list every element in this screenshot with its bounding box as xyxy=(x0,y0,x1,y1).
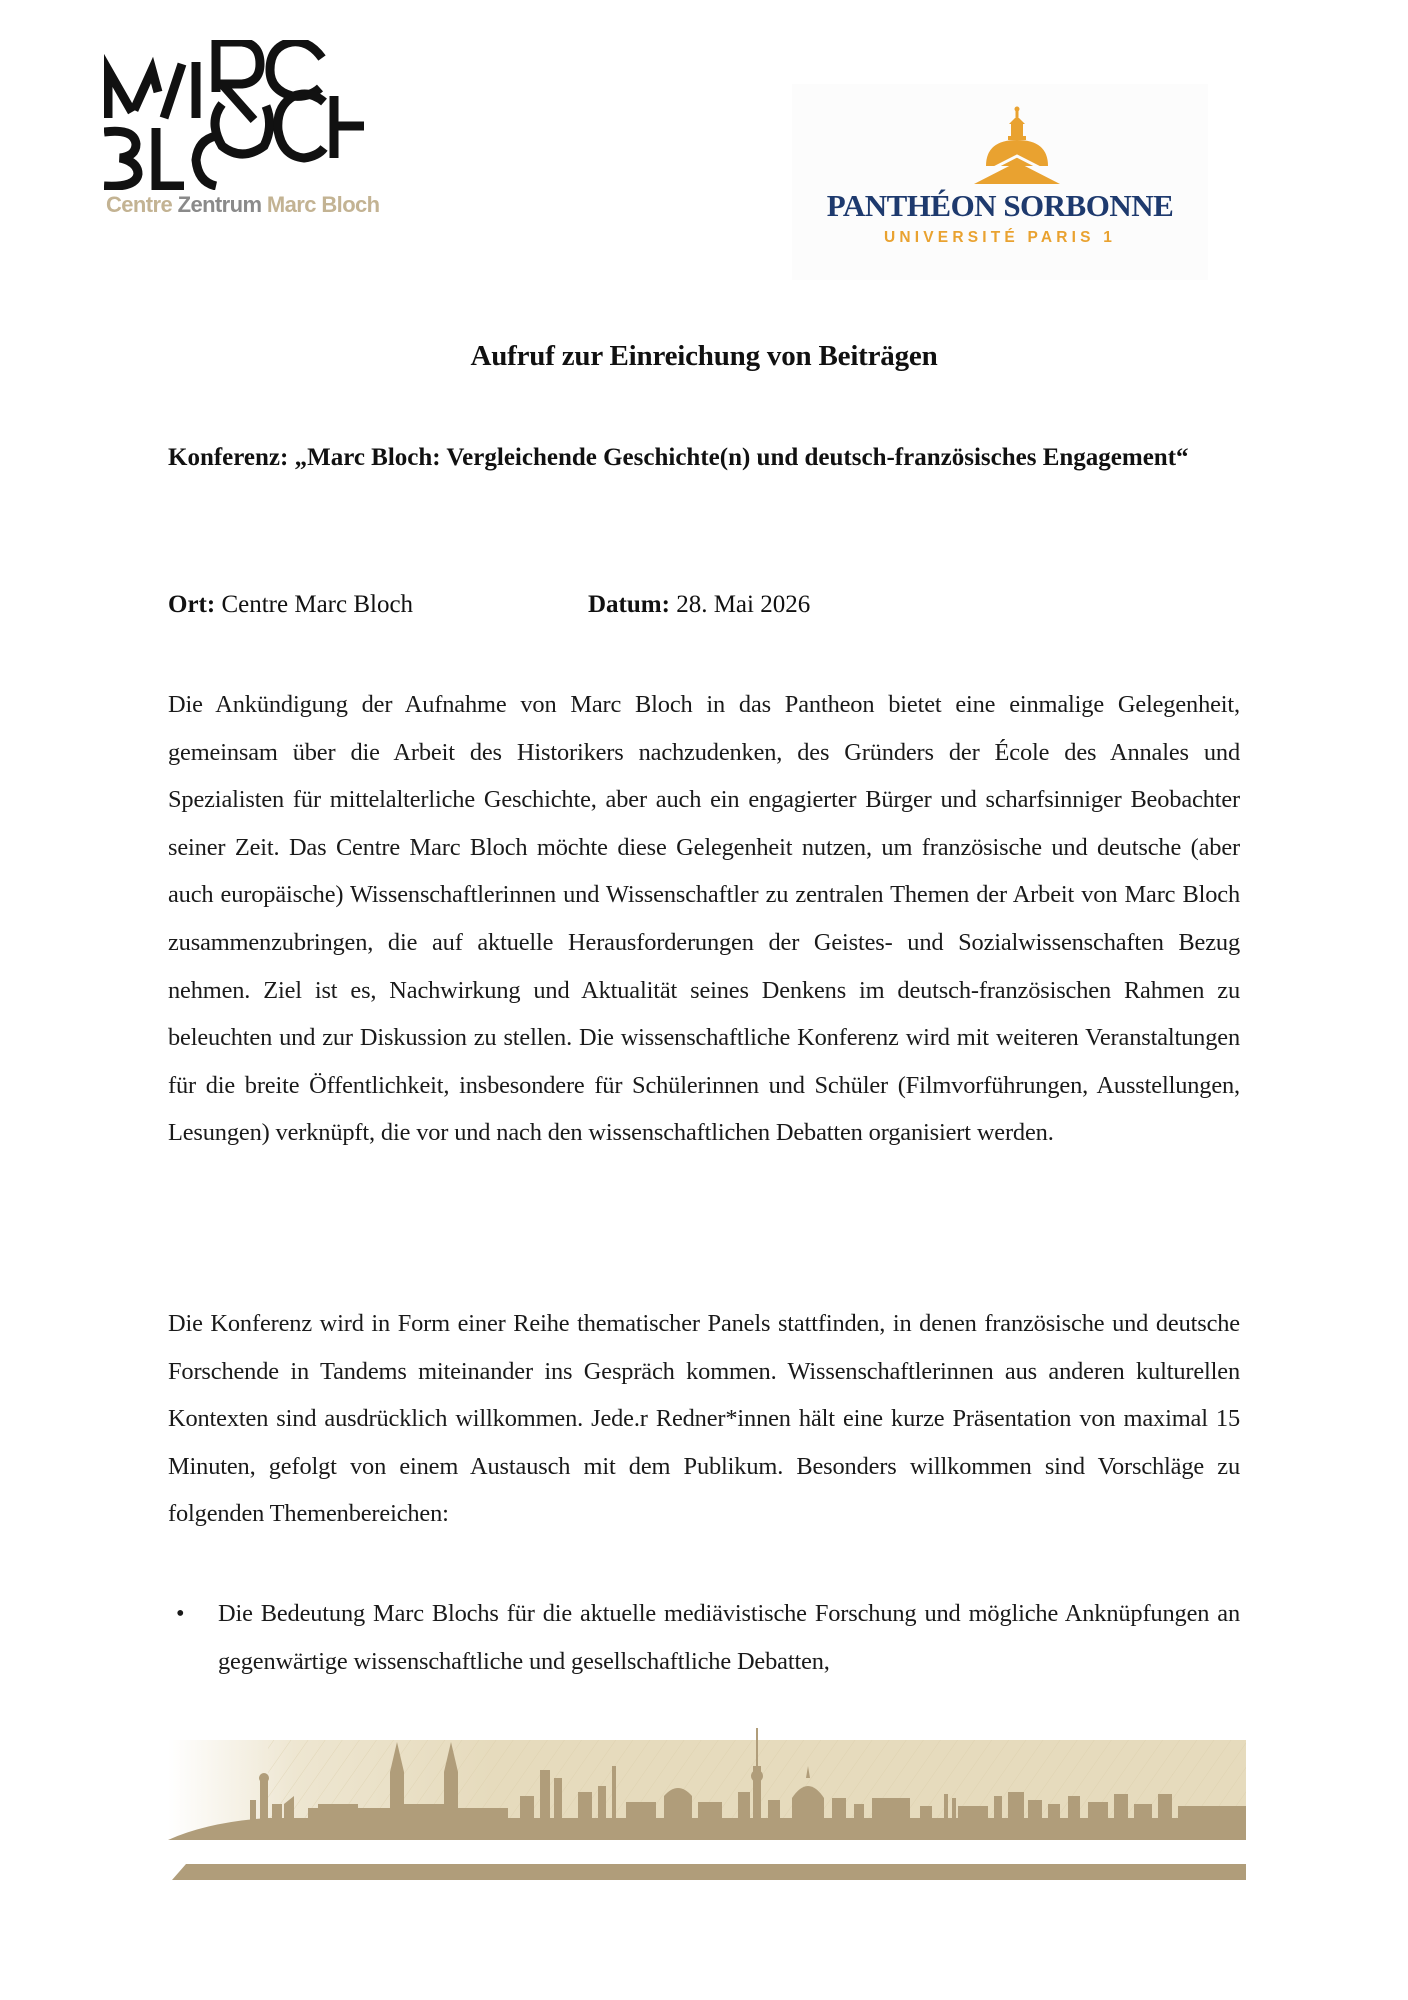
topic-text: Die Bedeutung Marc Blochs für die aktuelle mediävistische Forschung und mögliche Anknüpfungen an gegenwärtige wissenschaftliche und gesellschaftliche Debatten, xyxy=(218,1600,1240,1675)
date-label: Datum: xyxy=(588,591,670,618)
format-paragraph: Die Konferenz wird in Form einer Reihe thematischer Panels stattfinden, in denen französische und deutsche Forschende in Tandems miteinander ins Gespräch kommen. Wissenschaftlerinnen aus anderen kulturellen Kontexten sind ausdrücklich willkommen. Jede.r Redner*innen hält eine kurze Präsentation von maximal 15 Minuten, gefolgt von einem Austausch mit dem Publikum. Besonders willkommen sind Vorschläge zu folgenden Themenbereichen: xyxy=(168,1310,1240,1528)
berlin-skyline-footer-icon xyxy=(168,1720,1248,1910)
pantheon-dome-icon xyxy=(972,106,1062,184)
bullet-icon: • xyxy=(176,1600,185,1627)
event-meta xyxy=(168,585,1240,625)
date xyxy=(588,585,810,625)
marc-bloch-logo-caption xyxy=(106,192,380,218)
pantheon-sorbonne-logo xyxy=(792,84,1208,280)
conference-title: „Marc Bloch: Vergleichende Geschichte(n) und deutsch-französisches Engagement“ xyxy=(294,444,1189,471)
topics-list xyxy=(168,1590,1240,1685)
caption-marc-bloch: Marc Bloch xyxy=(266,192,380,217)
centre-marc-bloch-logo xyxy=(104,40,380,230)
location-value: Centre Marc Bloch xyxy=(221,591,414,618)
caption-zentrum: Zentrum xyxy=(177,192,267,217)
document-title: Aufruf zur Einreichung von Beiträgen xyxy=(470,340,938,372)
conference-label: Konferenz: xyxy=(168,444,289,471)
location xyxy=(168,585,413,625)
date-value: 28. Mai 2026 xyxy=(676,591,811,618)
marc-bloch-wordmark-icon xyxy=(104,40,364,190)
intro-paragraph: Die Ankündigung der Aufnahme von Marc Bloch in das Pantheon bietet eine einmalige Gelegenheit, gemeinsam über die Arbeit des Historikers nachzudenken, des Gründers der École des Annales und Spezialisten für mittelalterliche Geschichte, aber auch ein engagierter Bürger und scharfsinniger Beobachter seiner Zeit. Das Centre Marc Bloch möchte diese Gelegenheit nutzen, um französische und deutsche (aber auch europäische) Wissenschaftlerinnen und Wissenschaftler zu zentralen Themen der Arbeit von Marc Bloch zusammenzubringen, die auf aktuelle Herausforderungen der Geistes- und Sozialwissenschaften Bezug nehmen. Ziel ist es, Nachwirkung und Aktualität seines Denkens im deutsch-französischen Rahmen zu beleuchten und zur Diskussion zu stellen. Die wissenschaftliche Konferenz wird mit weiteren Veranstaltungen für die breite Öffentlichkeit, insbesondere für Schülerinnen und Schüler (Filmvorführungen, Ausstellungen, Lesungen) verknüpft, die vor und nach den wissenschaftlichen Debatten organisiert werden. xyxy=(168,691,1240,1147)
topic-item xyxy=(168,1590,1240,1685)
pantheon-sorbonne-name: PANTHÉON SORBONNE xyxy=(826,188,1174,223)
conference-heading xyxy=(168,434,1240,482)
location-label: Ort: xyxy=(168,591,216,618)
universite-paris-1-subtitle: UNIVERSITÉ PARIS 1 xyxy=(883,229,1117,246)
caption-centre: Centre xyxy=(106,192,178,217)
